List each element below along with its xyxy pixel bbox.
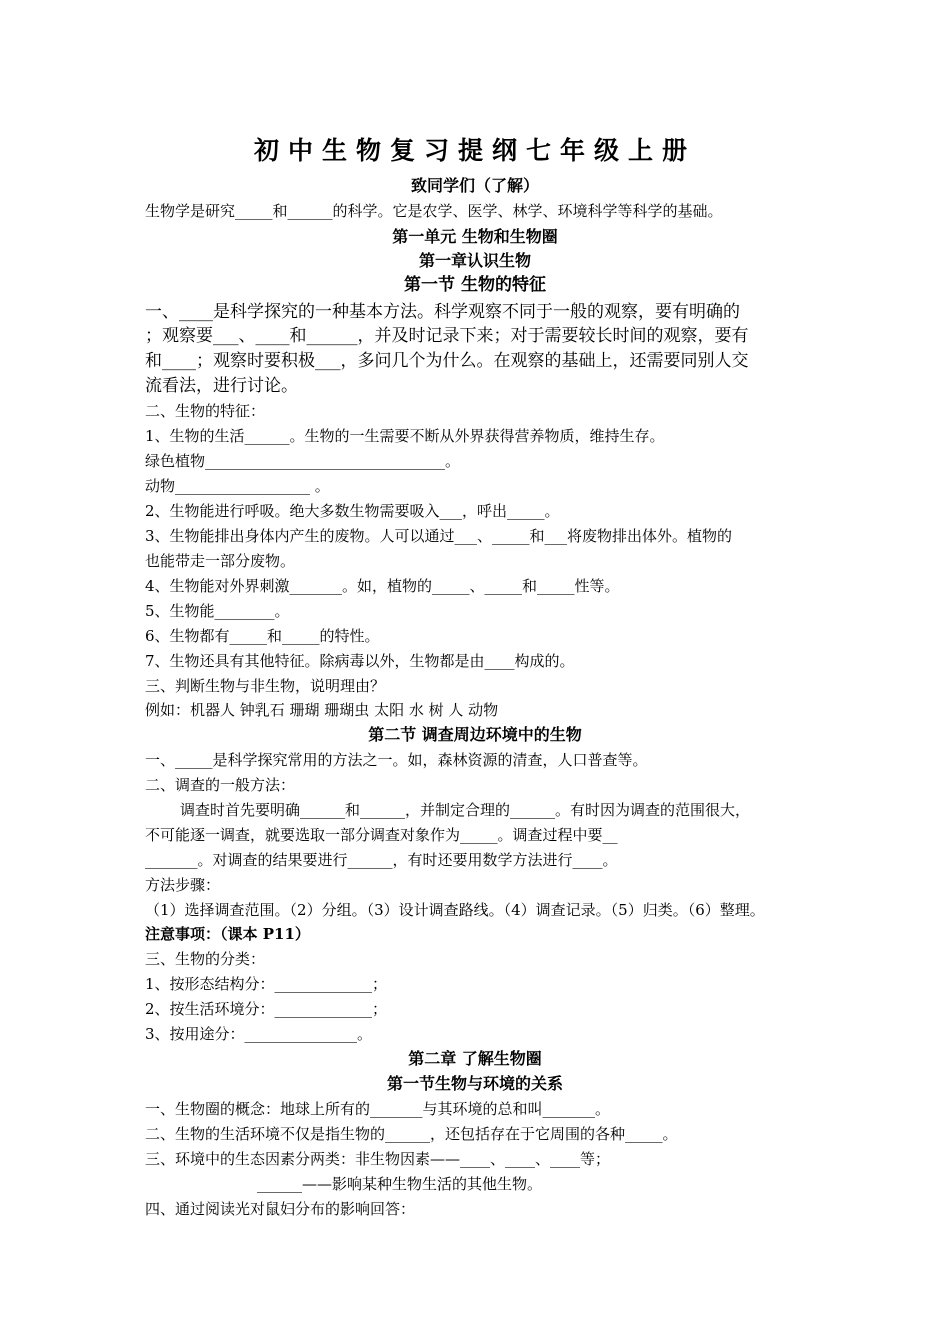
text-line: 2、按生活环境分：_____________； — [145, 1000, 388, 1018]
heading-section-1: 第一节 生物的特征 — [404, 275, 546, 295]
text-line: 不可能逐一调查，就要选取一部分调查对象作为_____。调查过程中要__ — [145, 826, 618, 844]
text-line: 一、_____是科学探究常用的方法之一。如，森林资源的清查，人口普查等。 — [145, 751, 648, 769]
text-line: 三、环境中的生态因素分两类：非生物因素——____、____、____等； — [145, 1150, 611, 1168]
text-line: 四、通过阅读光对鼠妇分布的影响回答： — [145, 1200, 416, 1218]
text-line: 一、____是科学探究的一种基本方法。科学观察不同于一般的观察，要有明确的 — [145, 302, 740, 322]
text-line: 例如：机器人 钟乳石 珊瑚 珊瑚虫 太阳 水 树 人 动物 — [145, 701, 499, 719]
text-line: 三、生物的分类： — [145, 950, 266, 968]
notes-heading: 注意事项：（课本 P11） — [145, 925, 310, 943]
text-line: 流看法，进行讨论。 — [145, 376, 298, 396]
text-line: 7、生物还具有其他特征。除病毒以外，生物都是由____构成的。 — [145, 652, 575, 670]
text-line: 绿色植物________________________________。 — [145, 452, 461, 470]
text-line: 2、生物能进行呼吸。绝大多数生物需要吸入___，呼出_____。 — [145, 502, 560, 520]
text-line: ；观察要___、____和______，并及时记录下来；对于需要较长时间的观察，要有 — [145, 326, 749, 346]
heading-section-2-1: 第一节生物与环境的关系 — [386, 1074, 563, 1093]
heading-unit-1: 第一单元 生物和生物圈 — [392, 227, 558, 246]
text-line: 3、生物能排出身体内产生的废物。人可以通过___、_____和___将废物排出体外。植物的 — [145, 527, 733, 545]
heading-section-2: 第二节 调查周边环境中的生物 — [368, 725, 582, 744]
text-line: （1）选择调查范围。（2）分组。（3）设计调查路线。（4）调查记录。（5）归类。（6）整理。 — [145, 901, 765, 919]
text-line: 方法步骤： — [145, 876, 221, 894]
text-line: 调查时首先要明确______和______，并制定合理的______。有时因为调查的范围很大， — [180, 801, 751, 819]
text-line: 生物学是研究_____和______的科学。它是农学、医学、林学、环境科学等科学的基础。 — [145, 202, 723, 220]
text-line: 6、生物都有_____和_____的特性。 — [145, 627, 380, 645]
text-line: 1、生物的生活______。生物的一生需要不断从外界获得营养物质，维持生存。 — [145, 427, 665, 445]
text-line: 三、判断生物与非生物，说明理由？ — [145, 677, 386, 695]
document-title: 初中生物复习提纲七年级上册 — [253, 136, 696, 165]
heading-to-students: 致同学们（了解） — [410, 176, 539, 195]
text-line: 3、按用途分：_______________。 — [145, 1025, 373, 1043]
text-line: 二、调查的一般方法： — [145, 776, 296, 794]
text-line: 也能带走一部分废物。 — [145, 552, 296, 570]
text-line: _______。对调查的结果要进行______，有时还要用数学方法进行____。 — [145, 851, 618, 869]
text-line: 5、生物能________。 — [145, 602, 290, 620]
heading-chapter-1: 第一章认识生物 — [418, 251, 531, 270]
text-line: 一、生物圈的概念：地球上所有的_______与其环境的总和叫_______。 — [145, 1100, 611, 1118]
text-line: ______——影响某种生物生活的其他生物。 — [257, 1175, 543, 1193]
heading-chapter-2: 第二章 了解生物圈 — [408, 1049, 542, 1068]
text-line: 动物__________________ 。 — [145, 477, 330, 495]
text-line: 和____；观察时要积极___，多问几个为什么。在观察的基础上，还需要同别人交 — [145, 351, 749, 371]
text-line: 二、生物的生活环境不仅是指生物的______，还包括存在于它周围的各种_____。 — [145, 1125, 678, 1143]
text-line: 二、生物的特征： — [145, 402, 266, 420]
text-line: 1、按形态结构分：_____________； — [145, 975, 388, 993]
text-line: 4、生物能对外界刺激_______。如，植物的_____、_____和_____性等。 — [145, 577, 620, 595]
